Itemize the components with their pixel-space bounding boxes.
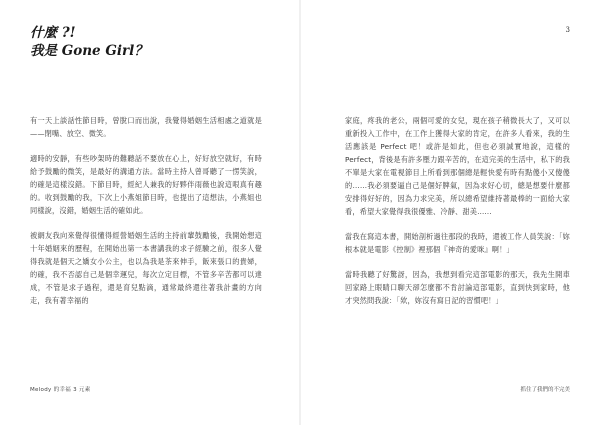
- right-paragraph-3: 當時我聽了好驚訝，因為，我想到看完這部電影的那天，我先生開車回家路上眼睛口聊天卻怎麼都不肯討論這部電影，直到快到家時，他才突然問我說：「欸，妳沒有寫日記的習慣吧！」: [345, 270, 570, 305]
- right-body-text: [345, 114, 570, 319]
- right-running-footer: 抓住了我們的不完美: [520, 387, 570, 393]
- right-page: [300, 0, 600, 425]
- left-paragraph-3: 被網友我向來覺得很懂得經營婚姻生活的主持前輩鼓勵後，我開始想這十年婚姻來的歷程，在開始出第一本書講我的求子經驗之前，很多人覺得我就是個天之嬌女小公主，也以為我是茶來伸手，飯來張口的貴婦，的確，我不否認自己是個幸運兒，每次立定目標，不管多辛苦都可以達成，不管是求子過程，還是育兒點滴，通常最終還往著我計畫的方向走，我有著幸福的: [30, 231, 262, 305]
- chapter-title: [30, 24, 148, 60]
- left-running-footer: Melody 的幸福 3 元素: [30, 387, 91, 393]
- chapter-title-line-2: 我是 Gone Girl？: [30, 43, 148, 59]
- page-number: 3: [565, 26, 570, 34]
- chapter-title-line-1: 什麼 ?!: [30, 25, 76, 41]
- right-paragraph-2: 當我在寫這本書，開始剖析過往那段的我時，還被工作人員笑說：「妳根本就是電影《控制》裡那個『神奇的愛咪』啊！」: [345, 232, 570, 254]
- right-paragraph-1: 家庭，疼我的老公，兩個可愛的女兒，現在孩子稍微長大了，又可以重新投入工作中，在工作上獲得大家的肯定，在許多人看來，我的生活應該是 Perfect 吧！或許是如此，但也必須誠實地說，這樣的 Perfect，背後是有許多壓力跟辛苦的，在這完美的生活中，私下的我不單是大家在電視節目上所看到那個總是輕快愛有時有點傻小又傻傻的……我必須要逼自己是個好脾氣，因為求好心切，總是想要什麼都安排得好好的，因為力求完美，所以總希望維持著最棒的一面給大家看，希望大家覺得我很優雅、冷靜、甜美……: [345, 116, 570, 216]
- left-paragraph-2: 適時的安靜，有些吵架時的難聽話不要放在心上，好好放空就好，有時給予鼓勵的微笑，是最好的溝通方法。當時主持人曾哥聽了一愣笑說，的確是這樣沒錯。下節目時，經紀人兼我的好夥伴雨薇也說這哏真有趣的。收到鼓勵的我，下次上小燕姐節目時，也提出了這想法，小燕姐也同樣說，沒錯，婚姻生活的確如此。: [30, 154, 262, 215]
- left-paragraph-1: 有一天上談話性節目時，曾脫口而出說，我覺得婚姻生活相處之道就是——閉嘴、放空、微笑。: [30, 116, 262, 138]
- left-body-text: [30, 114, 262, 319]
